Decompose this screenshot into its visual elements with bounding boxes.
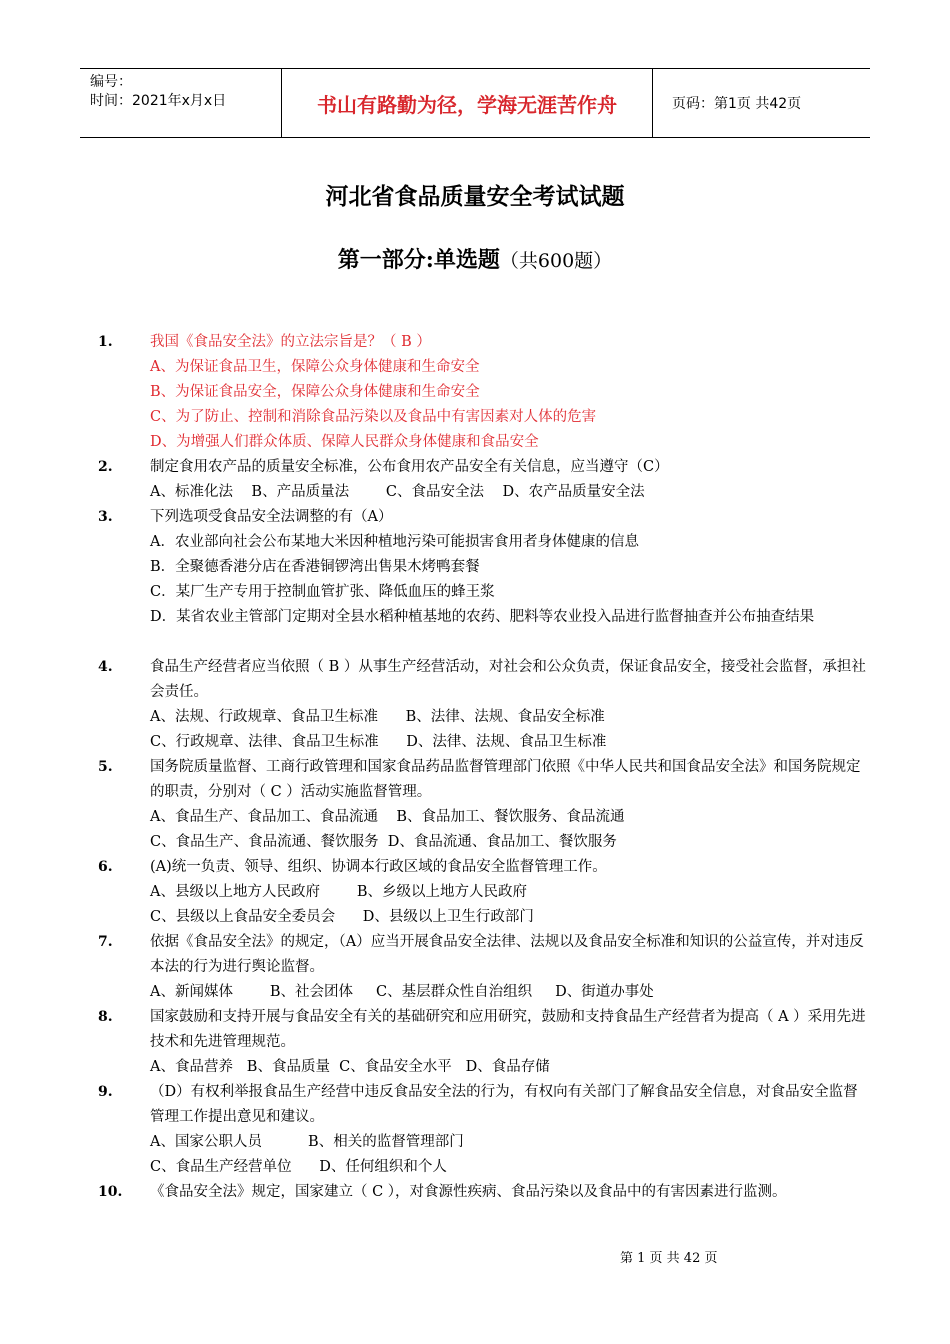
option: A．农业部向社会公布某地大米因种植地污染可能损害食用者身体健康的信息 [150,534,639,550]
question-text: （D）有权利举报食品生产经营中违反食品安全法的行为，有权向有关部门了解食品安全信息，对食品安全监督管理工作提出意见和建议。 [150,1084,858,1125]
question-text: (A)统一负责、领导、组织、协调本行政区域的食品安全监督管理工作。 [150,859,607,875]
question-text: 下列选项受食品安全法调整的有（A） [150,509,393,525]
page-subtitle [0,243,950,274]
question-number: 2. [98,459,113,475]
option: D．某省农业主管部门定期对全县水稻种植基地的农药、肥料等农业投入品进行监督抽查并公布抽查结果 [150,609,815,625]
option: C、食品生产、食品流通、餐饮服务 D、食品流通、食品加工、餐饮服务 [150,834,617,850]
question-number: 5. [98,759,113,775]
question-number: 3. [98,509,113,525]
question-number: 9. [98,1084,113,1100]
section-title: 第一部分:单选题 [337,247,500,273]
question-text: 《食品安全法》规定，国家建立（ C ），对食源性疾病、食品污染以及食品中的有害因素进行监测。 [150,1184,787,1200]
time-label: 时间：2021年x月x日 [90,93,227,109]
question-text: 依据《食品安全法》的规定，（A）应当开展食品安全法律、法规以及食品安全标准和知识的公益宣传，并对违反本法的行为进行舆论监督。 [150,934,864,975]
code-label: 编号： [90,74,132,90]
option: A、食品生产、食品加工、食品流通 B、食品加工、餐饮服务、食品流通 [150,809,625,825]
option: D、为增强人们群众体质、保障人民群众身体健康和食品安全 [150,434,539,450]
option: C、县级以上食品安全委员会 D、县级以上卫生行政部门 [150,909,534,925]
question-number: 8. [98,1009,113,1025]
option: B、为保证食品安全，保障公众身体健康和生命安全 [150,384,480,400]
option: A、县级以上地方人民政府 B、乡级以上地方人民政府 [150,884,527,900]
question-number: 4. [98,659,113,675]
option: C．某厂生产专用于控制血管扩张、降低血压的蜂王浆 [150,584,495,600]
option: C、行政规章、法律、食品卫生标准 D、法律、法规、食品卫生标准 [150,734,607,750]
option: C、为了防止、控制和消除食品污染以及食品中有害因素对人体的危害 [150,409,597,425]
option: A、为保证食品卫生，保障公众身体健康和生命安全 [150,359,480,375]
page-footer: 第 1 页 共 42 页 [620,1251,718,1266]
question-text: 制定食用农产品的质量安全标准，公布食用农产品安全有关信息，应当遵守（C） [150,459,669,475]
question-text: 国务院质量监督、工商行政管理和国家食品药品监督管理部门依照《中华人民共和国食品安全法》和国务院规定的职责，分别对（ C ）活动实施监督管理。 [150,759,861,800]
document-header [80,68,870,138]
question-number: 7. [98,934,113,950]
header-motto: 书山有路勤为径，学海无涯苦作舟 [281,69,653,137]
question-text: 我国《食品安全法》的立法宗旨是？（ B ） [150,334,431,350]
option: B．全聚德香港分店在香港铜锣湾出售果木烤鸭套餐 [150,559,480,575]
page-title: 河北省食品质量安全考试试题 [325,184,625,210]
option: A、标准化法 B、产品质量法 C、食品安全法 D、农产品质量安全法 [150,484,645,500]
question-number: 1. [98,334,113,350]
option: C、食品生产经营单位 D、任何组织和个人 [150,1159,447,1175]
option: A、新闻媒体 B、社会团体 C、基层群众性自治组织 D、街道办事处 [150,984,654,1000]
header-page-info: 页码：第1页 共42页 [672,96,802,112]
question-text: 食品生产经营者应当依照（ B ）从事生产经营活动，对社会和公众负责，保证食品安全，接受社会监督，承担社会责任。 [150,659,866,700]
question-count: （共600题） [499,250,613,272]
option: A、法规、行政规章、食品卫生标准 B、法律、法规、食品安全标准 [150,709,605,725]
question-number: 6. [98,859,113,875]
option: A、食品营养 B、食品质量 C、食品安全水平 D、食品存储 [150,1059,550,1075]
header-meta [80,69,280,137]
question-text: 国家鼓励和支持开展与食品安全有关的基础研究和应用研究，鼓励和支持食品生产经营者为提高（ A ）采用先进技术和先进管理规范。 [150,1009,866,1050]
option: A、国家公职人员 B、相关的监督管理部门 [150,1134,464,1150]
question-number: 10. [98,1184,123,1200]
